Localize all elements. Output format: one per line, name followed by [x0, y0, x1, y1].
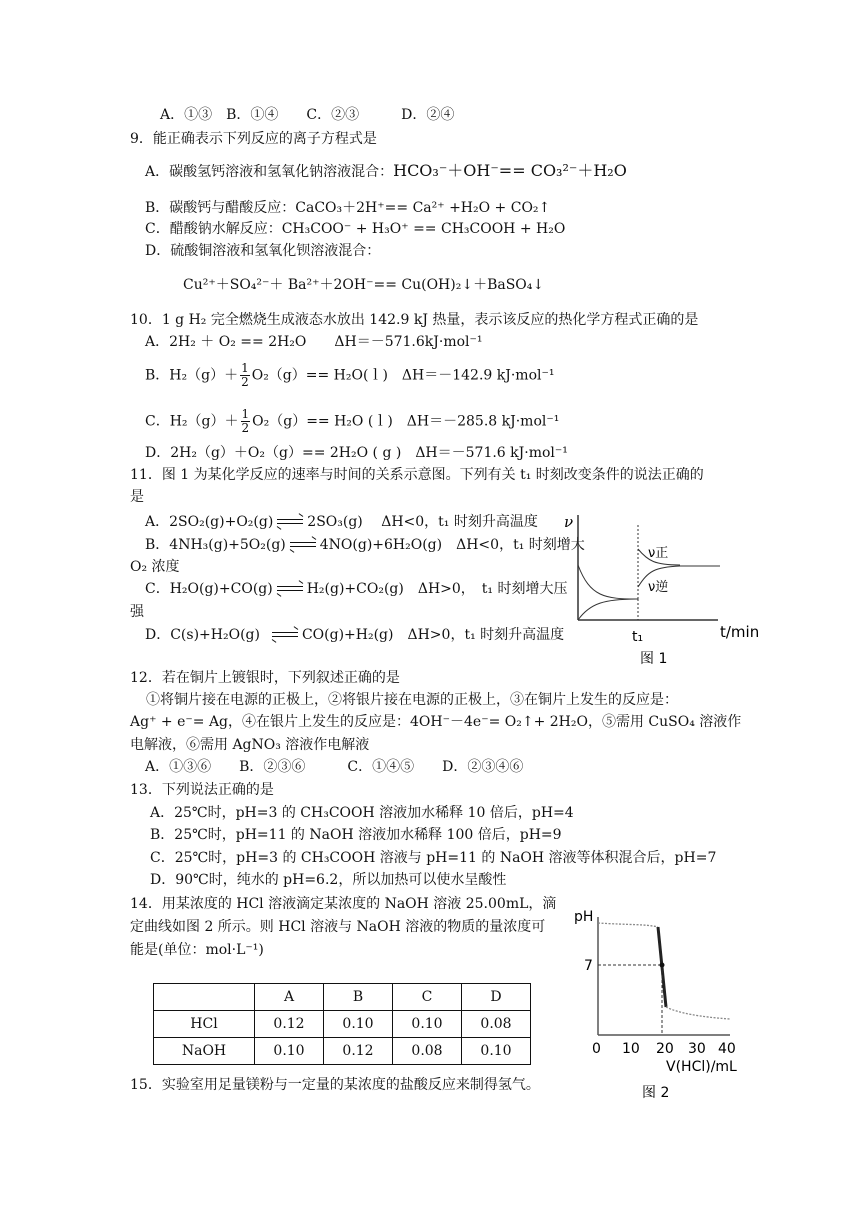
q11-option-a [145, 513, 538, 531]
fig2-x-label: V(HCl)/mL [666, 1059, 737, 1075]
table-cell: 0.10 [462, 1038, 531, 1065]
q12-line2: Ag⁺ + e⁻= Ag，④在银片上发生的反应是：4OH⁻－4e⁻= O₂↑+ 2H₂O，⑤需用 CuSO₄ 溶液作 [130, 714, 742, 730]
q13-option-b: B．25℃时，pH=11 的 NaOH 溶液加水稀释 100 倍后，pH=9 [150, 827, 562, 843]
q9-option-b: B．碳酸钙与醋酸反应：CaCO₃＋2H⁺== Ca²⁺ +H₂O + CO₂↑ [145, 200, 551, 216]
q11-option-c-right: H₂(g)+CO₂(g) ΔH>0， t₁ 时刻增大压 [306, 581, 568, 597]
table-cell: 0.08 [462, 1011, 531, 1038]
q11-option-b-right: 4NO(g)+6H₂O(g) ΔH<0，t₁ 时刻增大 [319, 537, 585, 553]
q8-options: A．①③ B．①④ C．②③ D．②④ [160, 107, 455, 123]
table-row [154, 1038, 531, 1065]
table-cell: HCl [154, 1011, 255, 1038]
table-row [154, 1011, 531, 1038]
q10-stem: 10．1 g H₂ 完全燃烧生成液态水放出 142.9 kJ 热量，表示该反应的热化学方程式正确的是 [130, 312, 699, 328]
q11-stem-line2: 是 [130, 489, 144, 505]
q11-option-c-cont: 强 [130, 604, 144, 620]
table-cell: 0.10 [255, 1038, 324, 1065]
q11-option-c-left: C．H₂O(g)+CO(g) [145, 581, 273, 597]
equilibrium-arrow-icon [272, 630, 298, 640]
equilibrium-arrow-icon [277, 517, 303, 527]
q9-option-d-equation: Cu²⁺＋SO₄²⁻＋ Ba²⁺＋2OH⁻== Cu(OH)₂↓＋BaSO₄↓ [183, 277, 545, 293]
fig2-caption: 图 2 [642, 1085, 670, 1101]
table-cell: 0.10 [324, 1011, 393, 1038]
fig1-caption: 图 1 [640, 651, 668, 667]
fig2-curve-lower [666, 1007, 730, 1019]
q11-option-d-right: CO(g)+H₂(g) ΔH>0，t₁ 时刻升高温度 [301, 627, 565, 643]
q10-option-b-pre: B．H₂（g）＋ [145, 367, 239, 384]
fig1-x-label: t/min [720, 623, 760, 641]
fraction-numerator: 1 [241, 407, 250, 421]
table-cell: 0.12 [324, 1038, 393, 1065]
q12-stem: 12．若在铜片上镀银时，下列叙述正确的是 [130, 670, 400, 686]
q13-option-a: A．25℃时，pH=3 的 CH₃COOH 溶液加水稀释 10 倍后，pH=4 [150, 805, 574, 821]
q12-line3: 电解液，⑥需用 AgNO₃ 溶液作电解液 [130, 737, 370, 753]
q10-option-a: A．2H₂ ＋ O₂ == 2H₂O ΔH＝－571.6kJ·mol⁻¹ [145, 334, 483, 350]
q11-option-d-left: D．C(s)+H₂O(g) [145, 627, 260, 643]
q10-option-c-pre: C．H₂（g）＋ [145, 413, 239, 430]
fraction-one-half [241, 408, 251, 435]
q10-option-c-post: O₂（g）== H₂O (ｌ) ΔH＝－285.8 kJ·mol⁻¹ [252, 413, 560, 430]
q13-stem: 13．下列说法正确的是 [130, 782, 274, 798]
equilibrium-arrow-icon [290, 540, 316, 550]
fig1-label-reverse: ν逆 [648, 580, 669, 595]
q9-option-a [145, 162, 627, 181]
fig2-x-tick: 10 [622, 1041, 640, 1057]
table-cell: D [462, 984, 531, 1011]
q11-option-d [145, 626, 564, 644]
q11-option-b-cont: O₂ 浓度 [130, 559, 180, 575]
fig2-x-tick: 20 [656, 1041, 674, 1057]
fig1-t1-label: t₁ [632, 629, 644, 645]
q9-option-a-text: A．碳酸氢钙溶液和氢氧化钠溶液混合： [145, 164, 394, 180]
fig2-equivalence-point [660, 963, 665, 968]
fraction-denominator: 2 [241, 375, 249, 389]
q14-line3: 能是(单位：mol·L⁻¹) [130, 942, 264, 958]
q14-line2: 定曲线如图 2 所示。则 HCl 溶液与 NaOH 溶液的物质的量浓度可 [130, 919, 546, 935]
q11-option-a-left: A．2SO₂(g)+O₂(g) [145, 514, 274, 530]
fig2-y-label: pH [574, 909, 594, 925]
fig1-label-forward: ν正 [648, 546, 669, 561]
q9-option-d: D．硫酸铜溶液和氢氧化钡溶液混合： [145, 243, 381, 259]
fig2-curve-upper [598, 923, 658, 927]
q11-option-b [145, 536, 585, 554]
q9-stem: 9．能正确表示下列反应的离子方程式是 [130, 131, 377, 147]
figure-1-rate-time-graph [560, 505, 770, 670]
q9-option-a-equation: HCO₃⁻＋OH⁻== CO₃²⁻＋H₂O [393, 161, 627, 180]
q10-option-d: D．2H₂（g）＋O₂（g）== 2H₂O ( g ) ΔH＝－571.6 kJ·mol⁻¹ [145, 445, 568, 461]
fig1-curve-reverse-before [578, 599, 638, 620]
fig1-y-label: ν [564, 513, 574, 531]
q11-option-a-right: 2SO₃(g) ΔH<0，t₁ 时刻升高温度 [307, 514, 538, 530]
table-cell: A [255, 984, 324, 1011]
q12-options: A．①③⑥ B．②③⑥ C．①④⑤ D．②③④⑥ [145, 759, 524, 775]
fraction-one-half [240, 362, 250, 389]
table-cell: 0.10 [393, 1011, 462, 1038]
q11-option-c [145, 580, 567, 598]
equilibrium-arrow-icon [277, 584, 303, 594]
table-header-row [154, 984, 531, 1011]
q13-option-c: C．25℃时，pH=3 的 CH₃COOH 溶液与 pH=11 的 NaOH 溶液等体积混合后，pH=7 [150, 850, 717, 866]
figure-2-titration-curve [570, 895, 770, 1105]
q12-line1: ①将铜片接在电源的正极上，②将银片接在电源的正极上，③在铜片上发生的反应是： [146, 692, 678, 708]
q11-option-b-left: B．4NH₃(g)+5O₂(g) [145, 537, 286, 553]
q14-concentration-table [153, 983, 531, 1065]
fraction-denominator: 2 [241, 421, 250, 435]
q10-option-b [145, 362, 554, 389]
table-cell [154, 984, 255, 1011]
q10-option-c [145, 408, 559, 435]
table-cell: NaOH [154, 1038, 255, 1065]
q13-option-d: D．90℃时，纯水的 pH=6.2，所以加热可以使水呈酸性 [150, 872, 507, 888]
q15-stem: 15．实验室用足量镁粉与一定量的某浓度的盐酸反应来制得氢气。 [130, 1077, 540, 1093]
fig2-x-tick: 30 [688, 1041, 706, 1057]
fraction-numerator: 1 [241, 361, 249, 375]
fig2-x-tick: 0 [592, 1041, 601, 1057]
fig2-y-tick-7: 7 [584, 958, 593, 974]
table-cell: C [393, 984, 462, 1011]
table-cell: 0.08 [393, 1038, 462, 1065]
q10-option-b-post: O₂（g）== H₂O(ｌ) ΔH＝－142.9 kJ·mol⁻¹ [251, 367, 555, 384]
q14-line1: 14．用某浓度的 HCl 溶液滴定某浓度的 NaOH 溶液 25.00mL，滴 [130, 896, 557, 912]
table-cell: B [324, 984, 393, 1011]
table-cell: 0.12 [255, 1011, 324, 1038]
fig2-x-tick: 40 [718, 1041, 736, 1057]
q11-stem-line1: 11．图 1 为某化学反应的速率与时间的关系示意图。下列有关 t₁ 时刻改变条件的说法正确的 [130, 467, 704, 483]
fig1-curve-forward-before [578, 565, 638, 599]
q9-option-c: C．醋酸钠水解反应：CH₃COO⁻ + H₃O⁺ == CH₃COOH + H₂O [145, 221, 566, 237]
